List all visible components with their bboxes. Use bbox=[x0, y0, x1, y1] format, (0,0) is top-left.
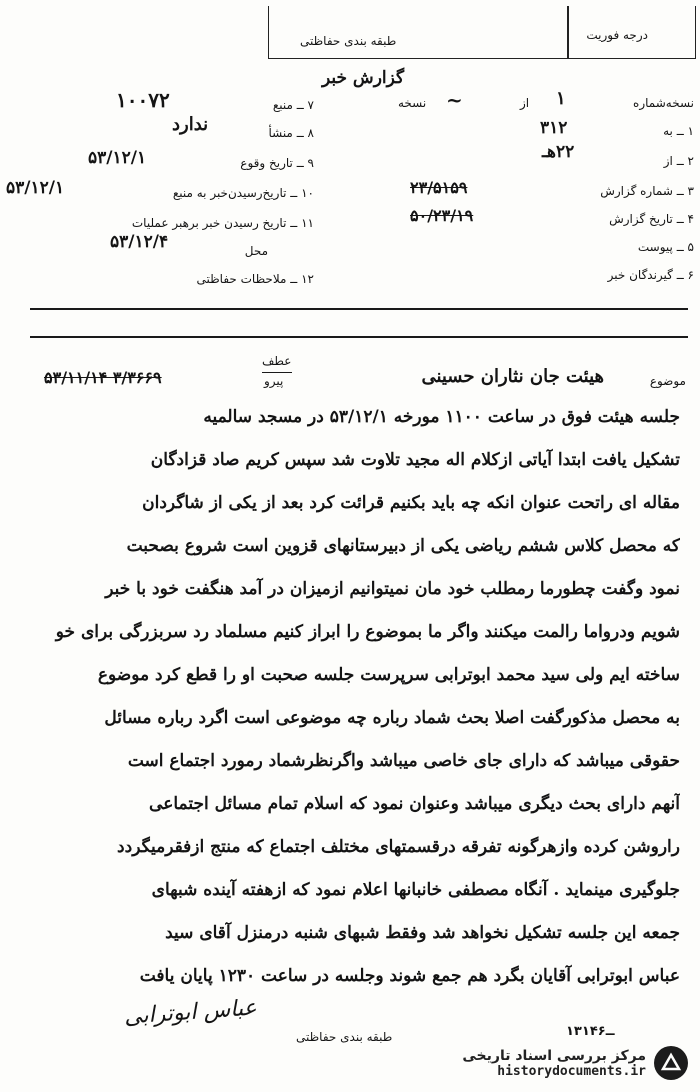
field-1-value: ۳۱۲ bbox=[540, 118, 568, 138]
archive-website: historydocuments.ir bbox=[497, 1063, 646, 1079]
document-number: ۱۳۱ــ۴۶ bbox=[566, 1024, 615, 1039]
subject-label: موضوع bbox=[649, 374, 686, 388]
classification-label-top: طبقه بندی حفاظتی bbox=[300, 34, 397, 48]
field-12: ۱۲ ــ ملاحظات حفاظتی bbox=[196, 272, 314, 286]
copy-number-label: نسخه‌شماره bbox=[633, 96, 694, 110]
field-1-number: ۱ bbox=[687, 124, 694, 138]
priority-label: درجه فوریت bbox=[586, 28, 648, 42]
field-10-value: ۵۳/۱۲/۱ bbox=[6, 178, 65, 198]
body-line: که محصل کلاس ششم ریاضی یکی از دبیرستانهای قزوین است شروع بصحبت bbox=[126, 536, 680, 556]
body-line: نمود وگفت چطورما رمطلب خود مان نمیتوانیم ازمیزان در آمد هنگفت خود با خبر bbox=[105, 579, 680, 599]
field-11: ۱۱ ــ تاریخ رسیدن خبر برهبر عملیات bbox=[131, 216, 314, 230]
copy-number-field bbox=[633, 96, 694, 110]
header-separator-1 bbox=[30, 308, 688, 310]
field-8: ۸ ــ منشأ bbox=[268, 126, 314, 140]
atf-peyro-divider bbox=[262, 372, 292, 373]
header-box-divider bbox=[567, 6, 569, 58]
body-line: عباس ابوترابی آقایان بگرد هم جمع شوند وجلسه در ساعت ۱۲۳۰ پایان یافت bbox=[139, 966, 680, 986]
header-separator-2 bbox=[30, 336, 688, 338]
field-9-value: ۵۳/۱۲/۱ bbox=[88, 148, 147, 168]
body-line: جلسه هیئت فوق در ساعت ۱۱۰۰ مورخه ۵۳/۱۲/۱ در مسجد سالمیه bbox=[203, 407, 680, 427]
field-2-number: ۲ bbox=[687, 154, 694, 168]
field-12-number: ۱۲ bbox=[301, 272, 314, 286]
field-9: ۹ ــ تاریخ وقوع bbox=[240, 156, 314, 170]
body-line: ساخته ایم ولی سید محمد ابوترابی سرپرست جلسه صحبت او را قطع کرد موضوع bbox=[97, 665, 680, 685]
field-2-label: از bbox=[663, 154, 673, 168]
field-1: ۱ ــ به bbox=[663, 124, 694, 138]
field-5-label: پیوست bbox=[637, 240, 673, 254]
field-9-label: تاریخ وقوع bbox=[240, 156, 293, 170]
field-location-label: محل bbox=[244, 244, 268, 258]
archive-center-name: مرکز بررسی اسناد تاریخی bbox=[462, 1047, 646, 1064]
copy-word: نسخه bbox=[398, 96, 427, 110]
field-7-label: منبع bbox=[272, 98, 293, 112]
field-4: ۴ ــ تاریخ گزارش bbox=[609, 212, 694, 226]
field-7: ۷ ــ منبع bbox=[272, 98, 314, 112]
field-2: ۲ ــ از bbox=[663, 154, 694, 168]
field-3-value: ۲۳/۵۱۵۹ bbox=[410, 178, 468, 197]
field-5-number: ۵ bbox=[687, 240, 694, 254]
body-line: جلوگیری مینماید . آنگاه مصطفی خانبانها اعلام نمود که ازهفته آینده شبهای bbox=[151, 880, 680, 900]
report-body bbox=[28, 396, 680, 998]
report-title: گزارش خبر bbox=[322, 68, 405, 88]
body-line: جمعه این جلسه تشکیل نخواهد شد وفقط شبهای شنبه درمنزل آقای سید bbox=[165, 923, 680, 943]
body-line: مقاله ای راتحت عنوان انکه چه باید بکنیم قرائت کرد بعد از یکی از شاگردان bbox=[142, 493, 680, 513]
copy-of-label: از bbox=[520, 96, 530, 110]
field-6-label: گیرندگان خبر bbox=[607, 268, 673, 282]
field-11-label: تاریخ رسیدن خبر برهبر عملیات bbox=[131, 216, 287, 230]
archive-logo-icon bbox=[654, 1046, 688, 1080]
field-3-number: ۳ bbox=[687, 184, 694, 198]
field-10: ۱۰ ــ تاریخ‌رسیدن‌خبر به منبع bbox=[172, 186, 314, 200]
field-9-number: ۹ bbox=[307, 156, 314, 170]
body-line: شویم ودرواما رالمت میکنند واگر ما بموضوع را ابراز کنیم مسلماد رد سربزرگی برای خو bbox=[55, 622, 680, 642]
signature: عباس ابوترابی bbox=[123, 995, 258, 1030]
field-8-number: ۸ bbox=[307, 126, 314, 140]
field-4-value: ۵۰/۲۳/۱۹ bbox=[410, 206, 474, 225]
field-10-number: ۱۰ bbox=[301, 186, 314, 200]
copy-total-value: ~ bbox=[446, 88, 463, 112]
field-3: ۳ ــ شماره گزارش bbox=[600, 184, 694, 198]
body-line: حقوقی میباشد که دارای جای خاصی میباشد واگرنظرشماد رمورد اجتماع است bbox=[127, 751, 680, 771]
reference-number: ۵۳/۱۱/۱۴ ۳/۳۶۶۹ bbox=[44, 368, 162, 387]
field-12-label: ملاحظات حفاظتی bbox=[196, 272, 287, 286]
field-11-value: ۵۳/۱۲/۴ bbox=[110, 232, 169, 252]
field-6: ۶ ــ گیرندگان خبر bbox=[607, 268, 694, 282]
field-8-value: ندارد bbox=[172, 114, 209, 135]
field-5: ۵ ــ پیوست bbox=[637, 240, 694, 254]
body-line: راروشن کرده وازهرگونه تفرقه درقسمتهای مختلف اجتماع که منتج ازفقرمیگردد bbox=[117, 837, 680, 857]
peyro-label: پیرو bbox=[264, 374, 284, 388]
subject-value: هیئت جان نثاران حسینی bbox=[421, 366, 604, 387]
field-2-value: ۲۲هـ bbox=[542, 142, 575, 162]
field-4-label: تاریخ گزارش bbox=[609, 212, 673, 226]
atf-label: عطف bbox=[262, 354, 292, 368]
body-line: به محصل مذکورگفت اصلا بحث شماد رباره چه موضوعی است اگرد رباره مسائل bbox=[104, 708, 680, 728]
field-3-label: شماره گزارش bbox=[600, 184, 673, 198]
field-6-number: ۶ bbox=[687, 268, 694, 282]
body-line: تشکیل یافت ابتدا آیاتی ازکلام اله مجید تلاوت شد سپس کریم صاد قزادگان bbox=[150, 450, 680, 470]
field-7-number: ۷ bbox=[307, 98, 314, 112]
archive-watermark bbox=[462, 1046, 688, 1080]
field-4-number: ۴ bbox=[687, 212, 694, 226]
body-line: آنهم دارای بحث دیگری میباشد وعنوان نمود که اسلام تمام مسائل اجتماعی bbox=[149, 794, 680, 814]
classification-label-bottom: طبقه بندی حفاظتی bbox=[296, 1030, 393, 1044]
field-8-label: منشأ bbox=[268, 126, 293, 140]
field-1-label: به bbox=[663, 124, 673, 138]
copy-number-value: ۱ bbox=[556, 88, 566, 109]
field-10-label: تاریخ‌رسیدن‌خبر به منبع bbox=[172, 186, 287, 200]
field-11-number: ۱۱ bbox=[301, 216, 314, 230]
field-7-value: ۱۰۰۷۲ bbox=[116, 88, 170, 112]
